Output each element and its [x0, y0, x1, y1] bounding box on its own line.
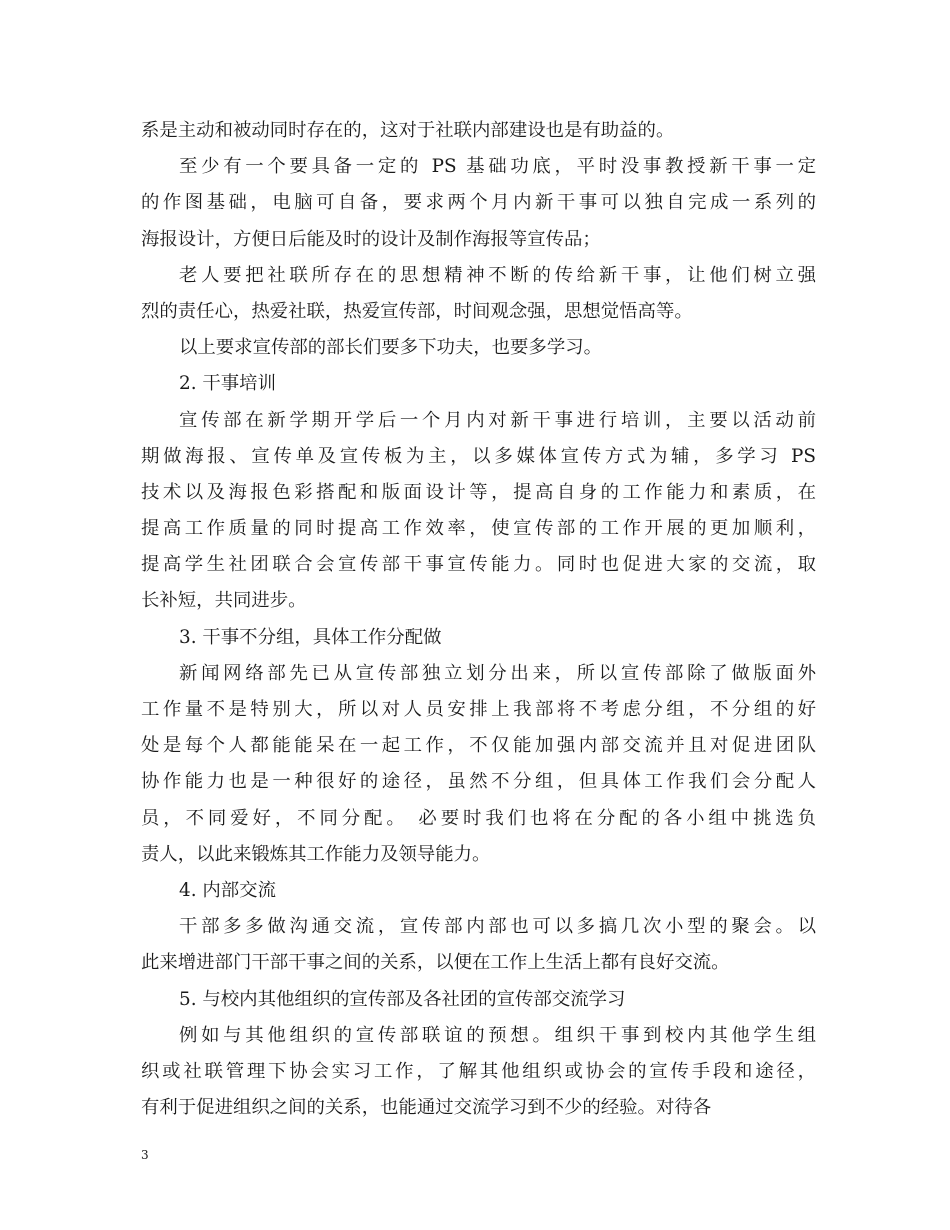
text-line: 系是主动和被动同时存在的，这对于社联内部建设也是有助益的。 — [141, 120, 675, 141]
paragraph — [141, 149, 816, 258]
text-line: 技术以及海报色彩搭配和版面设计等，提高自身的工作能力和素质，在 — [141, 481, 816, 503]
text-line: 工作量不是特别大，所以对人员安排上我部将不考虑分组，不分组的好 — [141, 699, 816, 720]
paragraph — [141, 873, 816, 909]
text-line: 3. 干事不分组，具体工作分配做 — [179, 626, 442, 648]
text-line: 老人要把社联所存在的思想精神不断的传给新干事，让他们树立强 — [179, 264, 816, 286]
text-line: 责人，以此来锻炼其工作能力及领导能力。 — [141, 843, 491, 865]
text-line: 海报设计，方便日后能及时的设计及制作海报等宣传品； — [141, 228, 601, 250]
page-number: 3 — [141, 1148, 149, 1162]
text-line: 5. 与校内其他组织的宣传部及各社团的宣传部交流学习 — [179, 988, 626, 1010]
text-line: 的作图基础，电脑可自备，要求两个月内新干事可以独自完成一系列的 — [141, 192, 816, 214]
paragraph — [141, 113, 816, 149]
text-line: 期做海报、宣传单及宣传板为主，以多媒体宣传方式为辅，多学习 PS — [141, 445, 816, 467]
text-line: 烈的责任心，热爱社联，热爱宣传部，时间观念强，思想觉悟高等。 — [141, 300, 693, 322]
text-line: 处是每个人都能能呆在一起工作，不仅能加强内部交流并且对促进团队 — [141, 735, 816, 757]
paragraph — [141, 258, 816, 330]
text-line: 至少有一个要具备一定的 PS 基础功底，平时没事教授新干事一定 — [179, 156, 816, 178]
paragraph — [141, 366, 816, 402]
document-body — [141, 113, 816, 1126]
text-line: 新闻网络部先已从宣传部独立划分出来，所以宣传部除了做版面外 — [179, 662, 816, 684]
text-line: 员，不同爱好，不同分配。 必要时我们也将在分配的各小组中挑选负 — [141, 807, 816, 829]
text-line: 提高工作质量的同时提高工作效率，使宣传部的工作开展的更加顺利， — [141, 518, 816, 540]
text-line: 织或社联管理下协会实习工作，了解其他组织或协会的宣传手段和途径， — [141, 1060, 816, 1082]
text-line: 宣传部在新学期开学后一个月内对新干事进行培训，主要以活动前 — [179, 409, 816, 431]
text-line: 有利于促进组织之间的关系，也能通过交流学习到不少的经验。对待各 — [141, 1097, 712, 1119]
paragraph — [141, 330, 816, 366]
paragraph — [141, 982, 816, 1018]
text-line: 2. 干事培训 — [179, 373, 276, 395]
text-line: 以上要求宣传部的部长们要多下功夫，也要多学习。 — [179, 337, 602, 359]
text-line: 提高学生社团联合会宣传部干事宣传能力。同时也促进大家的交流，取 — [141, 554, 816, 576]
text-line: 4. 内部交流 — [179, 879, 276, 901]
paragraph — [141, 1018, 816, 1127]
text-line: 例如与其他组织的宣传部联谊的预想。组织干事到校内其他学生组 — [179, 1024, 816, 1046]
paragraph — [141, 620, 816, 656]
paragraph — [141, 403, 816, 620]
paragraph — [141, 909, 816, 981]
text-line: 长补短，共同进步。 — [141, 590, 307, 612]
text-line: 协作能力也是一种很好的途径，虽然不分组，但具体工作我们会分配人 — [141, 771, 816, 793]
paragraph — [141, 656, 816, 873]
text-line: 干部多多做沟通交流，宣传部内部也可以多搞几次小型的聚会。以 — [179, 916, 816, 938]
text-line: 此来增进部门干部干事之间的关系，以便在工作上生活上都有良好交流。 — [141, 952, 730, 974]
